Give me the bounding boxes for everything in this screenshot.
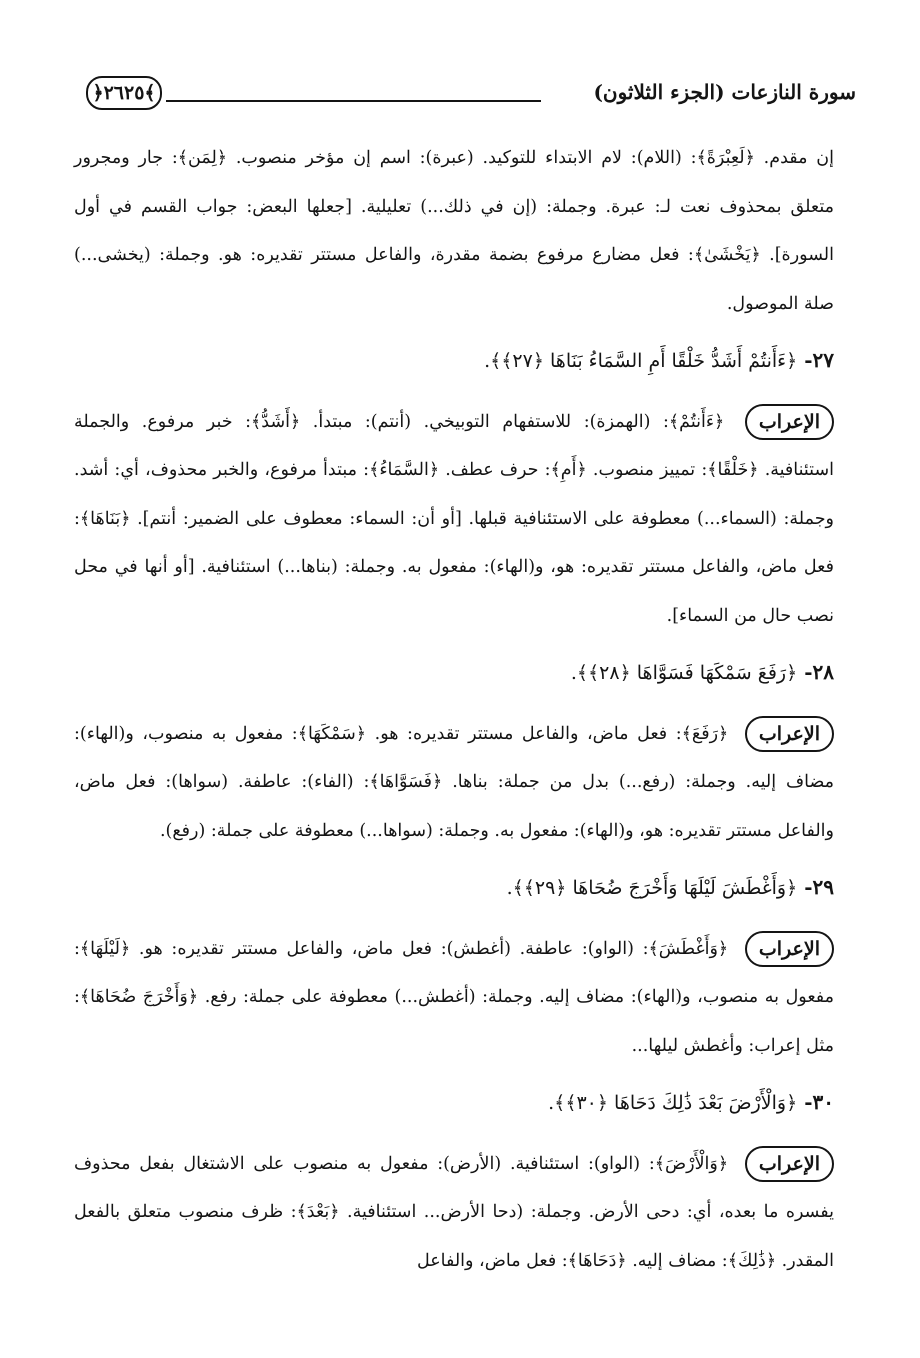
irab-text: ﴿ءَأَنتُمْ﴾: (الهمزة): للاستفهام التوبيخي. (أنتم): مبتدأ. ﴿أَشَدُّ﴾: خبر مرفوع. والجملة استئنافية. ﴿خَلْقًا﴾: تمييز منصوب. ﴿أَمِ﴾: حرف عطف. ﴿السَّمَاءُ﴾: مبتدأ مرفوع، والخبر محذوف، أي: أشد. وجملة: (السماء...) معطوفة على الاستئنافية قبلها. [أو أن: السماء: معطوف على الضمير: أنتم]. ﴿بَنَاهَا﴾: فعل ماض، والفاعل مستتر تقديره: هو، و(الهاء): مفعول به. وجملة: (بناها...) استئنافية. [أو أنها في محل نصب حال من السماء]. xyxy=(74,411,834,626)
irab-paragraph-29 xyxy=(74,925,834,1071)
page-content xyxy=(74,134,834,1293)
header-rule xyxy=(166,100,541,102)
irab-text: ﴿وَالْأَرْضَ﴾: (الواو): استئنافية. (الأرض): مفعول به منصوب على الاشتغال بفعل محذوف يفسره ما بعده، أي: دحى الأرض. وجملة: (دحا الأرض... استئنافية. ﴿بَعْدَ﴾: ظرف منصوب متعلق بالفعل المقدر. ﴿ذَٰلِكَ﴾: مضاف إليه. ﴿دَحَاهَا﴾: فعل ماض، والفاعل xyxy=(74,1153,834,1271)
verse-text: ﴿رَفَعَ سَمْكَهَا فَسَوَّاهَا ﴿٢٨﴾﴾. xyxy=(570,662,798,684)
verse-text: ﴿وَالْأَرْضَ بَعْدَ ذَٰلِكَ دَحَاهَا ﴿٣٠﴾﴾. xyxy=(548,1092,798,1114)
page-header xyxy=(86,70,856,120)
part-title: (الجزء الثلاثون) xyxy=(593,80,725,104)
page-header-title xyxy=(593,80,856,104)
verse-number: ٣٠- xyxy=(804,1090,834,1114)
irab-badge: الإعراب xyxy=(745,404,834,440)
verse-text: ﴿ءَأَنتُمْ أَشَدُّ خَلْقًا أَمِ السَّمَاءُ بَنَاهَا ﴿٢٧﴾﴾. xyxy=(484,350,798,372)
irab-badge: الإعراب xyxy=(745,1146,834,1182)
verse-27 xyxy=(74,336,834,386)
irab-badge: الإعراب xyxy=(745,931,834,967)
intro-paragraph: إن مقدم. ﴿لَعِبْرَةً﴾: (اللام): لام الابتداء للتوكيد. (عبرة): اسم إن مؤخر منصوب. ﴿لِمَن﴾: جار ومجرور متعلق بمحذوف نعت لـ: عبرة. وجملة: (إن في ذلك...) تعليلية. [جعلها البعض: جواب القسم في أول السورة]. ﴿يَخْشَىٰ﴾: فعل مضارع مرفوع بضمة مقدرة، والفاعل مستتر تقديره: هو. وجملة: (يخشى...) صلة الموصول. xyxy=(74,148,834,314)
irab-paragraph-27 xyxy=(74,398,834,641)
irab-paragraph-30 xyxy=(74,1140,834,1286)
irab-paragraph-28 xyxy=(74,710,834,856)
irab-badge: الإعراب xyxy=(745,716,834,752)
verse-number: ٢٧- xyxy=(804,348,834,372)
surah-title: سورة النازعات xyxy=(731,80,856,104)
irab-text: ﴿وَأَغْطَشَ﴾: (الواو): عاطفة. (أغطش): فعل ماض، والفاعل مستتر تقديره: هو. ﴿لَيْلَهَا﴾: مفعول به منصوب، و(الهاء): مضاف إليه. وجملة: (أغطش...) معطوفة على جملة: رفع. ﴿وَأَخْرَجَ ضُحَاهَا﴾: مثل إعراب: وأغطش ليلها... xyxy=(74,938,834,1056)
verse-text: ﴿وَأَغْطَشَ لَيْلَهَا وَأَخْرَجَ ضُحَاهَا ﴿٢٩﴾﴾. xyxy=(506,877,798,899)
page-number: ﴿٢٦٢٥﴾ xyxy=(86,76,162,110)
verse-29 xyxy=(74,863,834,913)
verse-number: ٢٩- xyxy=(804,875,834,899)
verse-number: ٢٨- xyxy=(804,660,834,684)
irab-text: ﴿رَفَعَ﴾: فعل ماض، والفاعل مستتر تقديره: هو. ﴿سَمْكَهَا﴾: مفعول به منصوب، و(الهاء): مضاف إليه. وجملة: (رفع...) بدل من جملة: بناها. ﴿فَسَوَّاهَا﴾: (الفاء): عاطفة. (سواها): فعل ماض، والفاعل مستتر تقديره: هو، و(الهاء): مفعول به. وجملة: (سواها...) معطوفة على جملة: (رفع). xyxy=(74,723,834,841)
verse-30 xyxy=(74,1078,834,1128)
verse-28 xyxy=(74,648,834,698)
